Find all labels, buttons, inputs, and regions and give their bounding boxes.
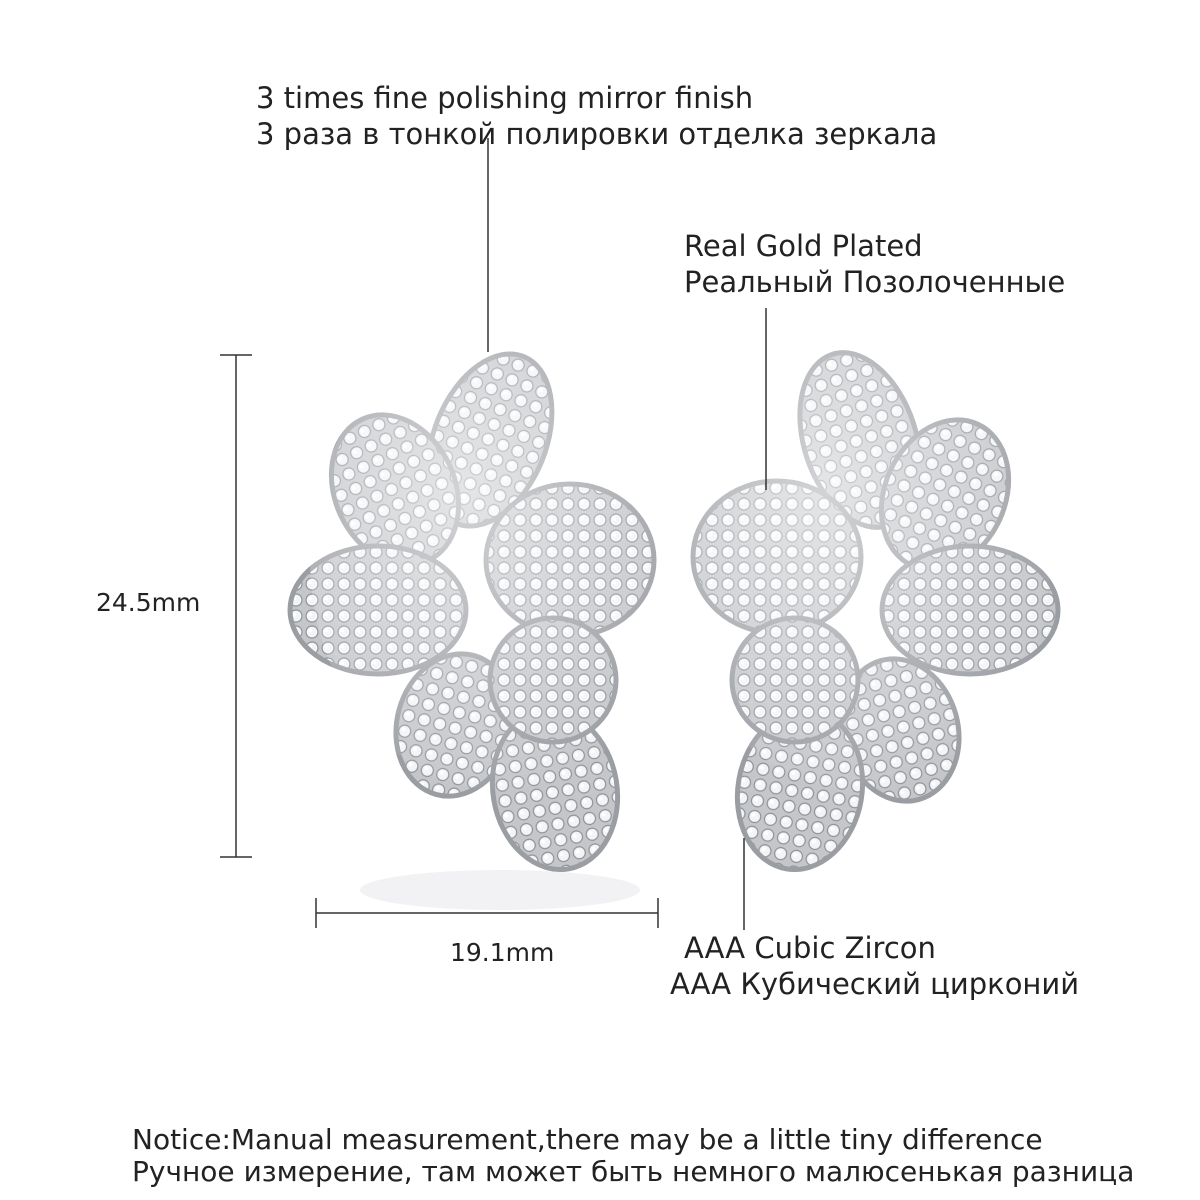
polishing-callout-ru: 3 раза в тонкой полировки отделка зеркала — [256, 117, 938, 151]
zircon-callout — [670, 930, 1080, 1002]
measurement-notice — [132, 1124, 1134, 1188]
zircon-callout-en: AAA Cubic Zircon — [684, 931, 936, 965]
notice-ru: Ручное измерение, там может быть немного малюсенькая разница — [132, 1155, 1135, 1188]
polishing-callout-en: 3 times fine polishing mirror finish — [256, 81, 754, 115]
gold-callout-ru: Реальный Позолоченные — [684, 265, 1066, 299]
notice-en: Notice:Manual measurement,there may be a little tiny difference — [132, 1123, 1043, 1156]
gold-callout-en: Real Gold Plated — [684, 229, 923, 263]
width-dimension-label: 19.1mm — [450, 938, 555, 967]
height-dimension-label: 24.5mm — [96, 588, 201, 617]
polishing-callout — [256, 80, 937, 152]
left-earring — [290, 330, 690, 880]
gold-callout — [684, 228, 1065, 300]
zircon-callout-ru: AAA Кубический цирконий — [670, 967, 1080, 1001]
reflection — [360, 870, 640, 910]
height-dimension-marker — [220, 355, 252, 857]
right-earring — [670, 330, 1058, 880]
